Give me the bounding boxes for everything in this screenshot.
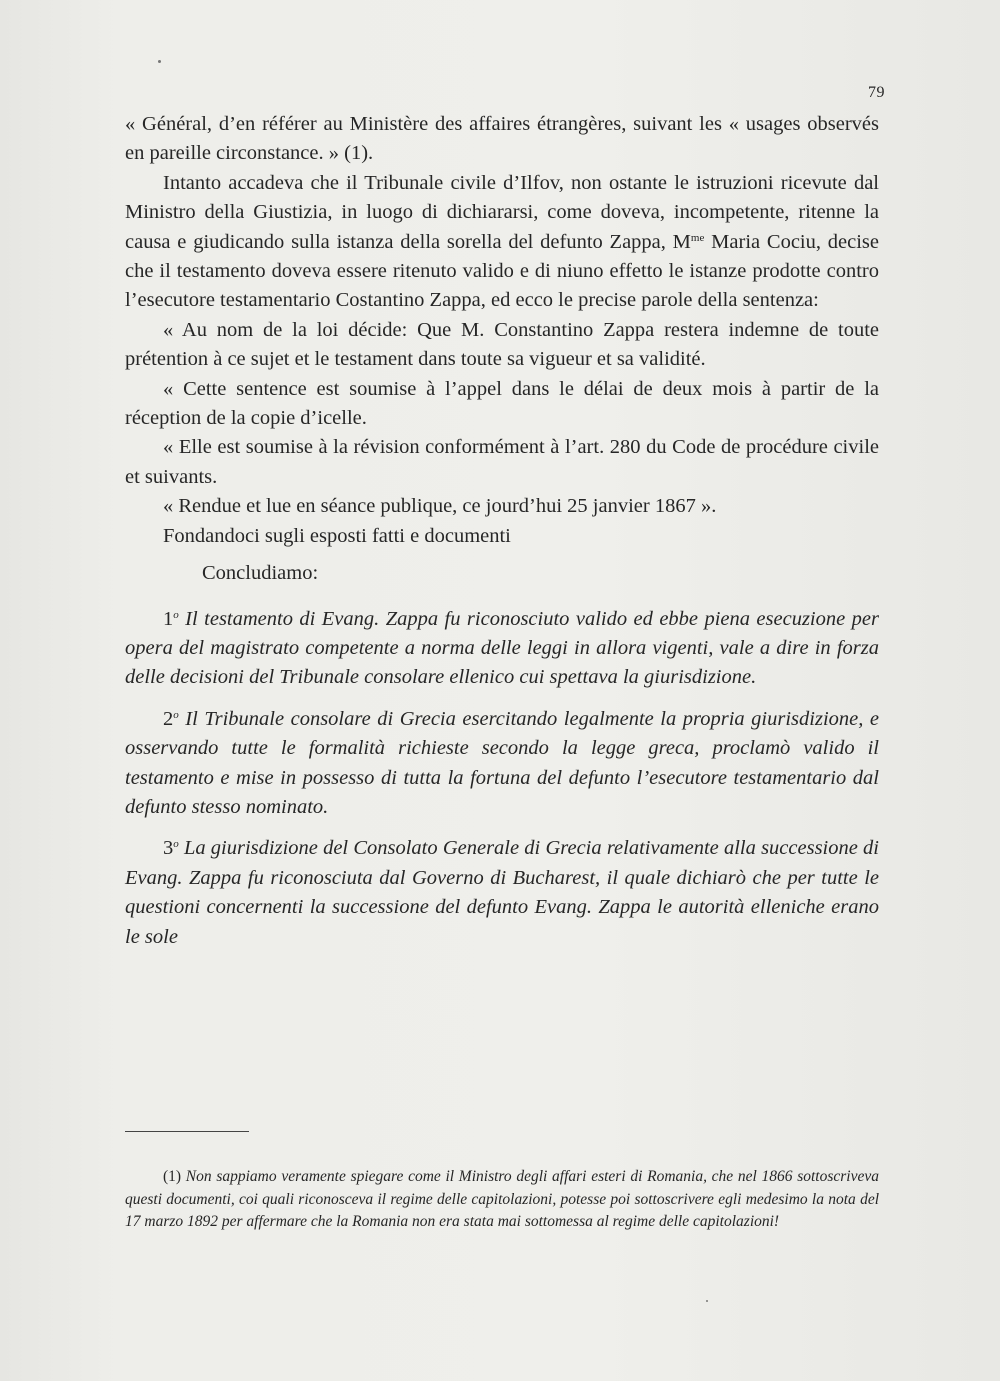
point-text: Il Tribunale consolare di Grecia esercitando legalmente la propria giurisdizione, e osservando tutte le formalità richieste secondo la legge greca, proclamò valido il testamento e mise in possesso di tutta la fortuna del defunto l’esecutore testamentario dal defunto stesso nominato. <box>125 707 879 818</box>
point-number: 1 <box>163 607 174 630</box>
superscript: me <box>690 231 705 244</box>
paragraph-quote-continuation <box>125 110 879 169</box>
text: « Général, d’en référer au Ministère des affaires étrangères, suivant les « usages observés en pareille circonstance. » (1). <box>125 113 879 165</box>
body-text <box>125 110 879 952</box>
text: Maria Cociu, decise che il testamento doveva essere ritenuto valido e di niuno effetto le istanze prodotte contro l’esecutore testamentario Costantino Zappa, ed ecco le precise parole della sentenza: <box>125 230 879 312</box>
paragraph-narrative <box>125 169 879 316</box>
footnote-marker: (1) <box>163 1168 182 1185</box>
quote-revision: « Elle est soumise à la révision conformément à l’art. 280 du Code de procédure civile et suivants. <box>125 436 879 488</box>
point-number: 3 <box>163 837 174 860</box>
footnote-separator <box>125 1131 249 1132</box>
conclusion-point-1 <box>125 605 879 693</box>
superscript: o <box>173 608 179 621</box>
point-text: Il testamento di Evang. Zappa fu riconosciuto valido ed ebbe piena esecuzione per opera del magistrato competente a norma delle leggi in allora vigenti, vale a dire in forza delle decisioni del Tribunale consolare ellenico cui spettava la giurisdizione. <box>125 607 879 689</box>
quote-decision: « Au nom de la loi décide: Que M. Constantino Zappa restera indemne de toute prétention à ce sujet et le testament dans toute sa vigueur et sa validité. <box>125 318 879 371</box>
point-text: La giurisdizione del Consolato Generale di Grecia relativamente alla successione di Evang. Zappa fu riconosciuta dal Governo di Bucharest, il quale dichiarò che per tutte le questioni concernenti la successione del defunto Evang. Zappa le autorità elleniche erano le sole <box>125 837 879 948</box>
paragraph-fondandoci: Fondandoci sugli esposti fatti e documenti <box>163 524 511 547</box>
paper-speck <box>158 60 161 63</box>
page-number: 79 <box>868 84 885 101</box>
footnote <box>125 1166 879 1234</box>
quote-rendered: « Rendue et lue en séance publique, ce jourd’hui 25 janvier 1867 ». <box>163 495 717 518</box>
superscript: o <box>173 838 179 851</box>
footnote-paragraph <box>125 1166 879 1234</box>
superscript: o <box>173 708 179 721</box>
paper-speck <box>706 1300 708 1302</box>
conclusion-point-3 <box>125 834 879 952</box>
point-number: 2 <box>163 707 174 730</box>
text: Intanto accadeva che il Tribunale civile d’Ilfov, non ostante le istruzioni ricevute dal Ministro della Giustizia, in luogo di dichiararsi, come doveva, incompetente, ritenne la causa e giudicando sulla istanza della sorella del defunto Zappa, M <box>125 171 879 253</box>
quote-appeal: « Cette sentence est soumise à l’appel dans le délai de deux mois à partir de la réception de la copie d’icelle. <box>125 377 879 430</box>
footnote-text: Non sappiamo veramente spiegare come il Ministro degli affari esteri di Romania, che nel 1866 sottoscriveva questi documenti, coi quali riconosceva il regime delle capitolazioni, potesse poi sottoscrivere egli medesimo la nota del 17 marzo 1892 per affermare che la Romania non era stata mai sottomessa al regime delle capitolazioni! <box>125 1168 879 1230</box>
conclusion-point-2 <box>125 705 879 823</box>
heading-concludiamo: Concludiamo: <box>202 562 319 585</box>
